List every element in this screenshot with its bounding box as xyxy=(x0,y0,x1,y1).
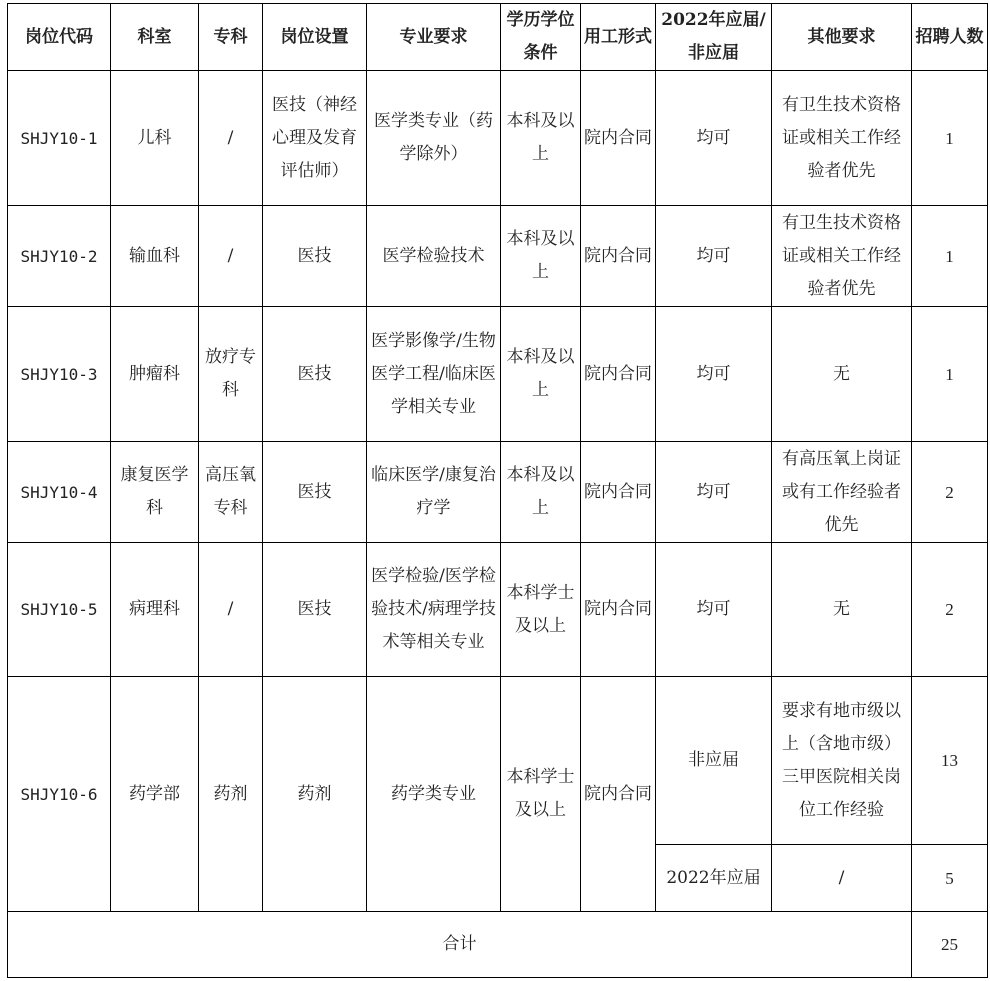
table-row xyxy=(8,307,988,442)
cell-dept: 药学部 xyxy=(111,677,199,912)
cell-specialty: / xyxy=(199,206,263,307)
cell-education: 本科及以上 xyxy=(501,71,581,206)
cell-education: 本科学士及以上 xyxy=(501,543,581,677)
cell-specialty: 放疗专科 xyxy=(199,307,263,442)
cell-code: SHJY10-5 xyxy=(8,543,111,677)
cell-education: 本科学士及以上 xyxy=(501,677,581,912)
cell-major: 医学类专业（药学除外） xyxy=(367,71,501,206)
cell-dept: 肿瘤科 xyxy=(111,307,199,442)
cell-specialty: / xyxy=(199,543,263,677)
header-graduate: 2022年应届/非应届 xyxy=(656,4,772,71)
cell-setting: 医技 xyxy=(263,543,367,677)
cell-specialty: 高压氧专科 xyxy=(199,442,263,543)
total-count: 25 xyxy=(912,912,988,978)
header-setting: 岗位设置 xyxy=(263,4,367,71)
cell-dept: 病理科 xyxy=(111,543,199,677)
cell-graduate: 均可 xyxy=(656,206,772,307)
total-label: 合计 xyxy=(8,912,912,978)
cell-count: 1 xyxy=(912,71,988,206)
header-count: 招聘人数 xyxy=(912,4,988,71)
cell-specialty: / xyxy=(199,71,263,206)
cell-count: 2 xyxy=(912,543,988,677)
cell-major: 医学检验技术 xyxy=(367,206,501,307)
cell-major: 医学检验/医学检验技术/病理学技术等相关专业 xyxy=(367,543,501,677)
header-major: 专业要求 xyxy=(367,4,501,71)
cell-employment: 院内合同 xyxy=(581,677,656,912)
cell-setting: 医技 xyxy=(263,206,367,307)
header-row xyxy=(8,4,988,71)
cell-graduate: 均可 xyxy=(656,442,772,543)
cell-other: 要求有地市级以上（含地市级）三甲医院相关岗位工作经验 xyxy=(772,677,912,845)
cell-dept: 输血科 xyxy=(111,206,199,307)
cell-employment: 院内合同 xyxy=(581,307,656,442)
cell-other: 有卫生技术资格证或相关工作经验者优先 xyxy=(772,71,912,206)
cell-code: SHJY10-4 xyxy=(8,442,111,543)
cell-employment: 院内合同 xyxy=(581,206,656,307)
cell-graduate: 均可 xyxy=(656,543,772,677)
cell-count: 2 xyxy=(912,442,988,543)
cell-education: 本科及以上 xyxy=(501,307,581,442)
cell-graduate: 2022年应届 xyxy=(656,845,772,912)
cell-education: 本科及以上 xyxy=(501,442,581,543)
cell-other: 无 xyxy=(772,543,912,677)
cell-count: 5 xyxy=(912,845,988,912)
cell-count: 13 xyxy=(912,677,988,845)
cell-graduate: 均可 xyxy=(656,71,772,206)
header-education: 学历学位条件 xyxy=(501,4,581,71)
cell-other: 无 xyxy=(772,307,912,442)
cell-major: 医学影像学/生物医学工程/临床医学相关专业 xyxy=(367,307,501,442)
table-row xyxy=(8,442,988,543)
cell-code: SHJY10-6 xyxy=(8,677,111,912)
header-other: 其他要求 xyxy=(772,4,912,71)
cell-setting: 医技 xyxy=(263,442,367,543)
recruitment-table xyxy=(7,3,988,978)
cell-employment: 院内合同 xyxy=(581,71,656,206)
cell-code: SHJY10-2 xyxy=(8,206,111,307)
cell-major: 药学类专业 xyxy=(367,677,501,912)
cell-specialty: 药剂 xyxy=(199,677,263,912)
cell-setting: 医技（神经心理及发育评估师） xyxy=(263,71,367,206)
cell-other: / xyxy=(772,845,912,912)
table-row xyxy=(8,71,988,206)
cell-other: 有卫生技术资格证或相关工作经验者优先 xyxy=(772,206,912,307)
cell-graduate: 均可 xyxy=(656,307,772,442)
cell-graduate: 非应届 xyxy=(656,677,772,845)
cell-employment: 院内合同 xyxy=(581,543,656,677)
cell-setting: 医技 xyxy=(263,307,367,442)
header-employment: 用工形式 xyxy=(581,4,656,71)
cell-dept: 康复医学科 xyxy=(111,442,199,543)
cell-major: 临床医学/康复治疗学 xyxy=(367,442,501,543)
cell-dept: 儿科 xyxy=(111,71,199,206)
table-row xyxy=(8,677,988,845)
cell-code: SHJY10-3 xyxy=(8,307,111,442)
cell-other: 有高压氧上岗证或有工作经验者优先 xyxy=(772,442,912,543)
cell-code: SHJY10-1 xyxy=(8,71,111,206)
cell-count: 1 xyxy=(912,206,988,307)
header-specialty: 专科 xyxy=(199,4,263,71)
cell-count: 1 xyxy=(912,307,988,442)
table-row xyxy=(8,206,988,307)
header-dept: 科室 xyxy=(111,4,199,71)
header-code: 岗位代码 xyxy=(8,4,111,71)
cell-setting: 药剂 xyxy=(263,677,367,912)
cell-education: 本科及以上 xyxy=(501,206,581,307)
table-row xyxy=(8,543,988,677)
total-row xyxy=(8,912,988,978)
cell-employment: 院内合同 xyxy=(581,442,656,543)
